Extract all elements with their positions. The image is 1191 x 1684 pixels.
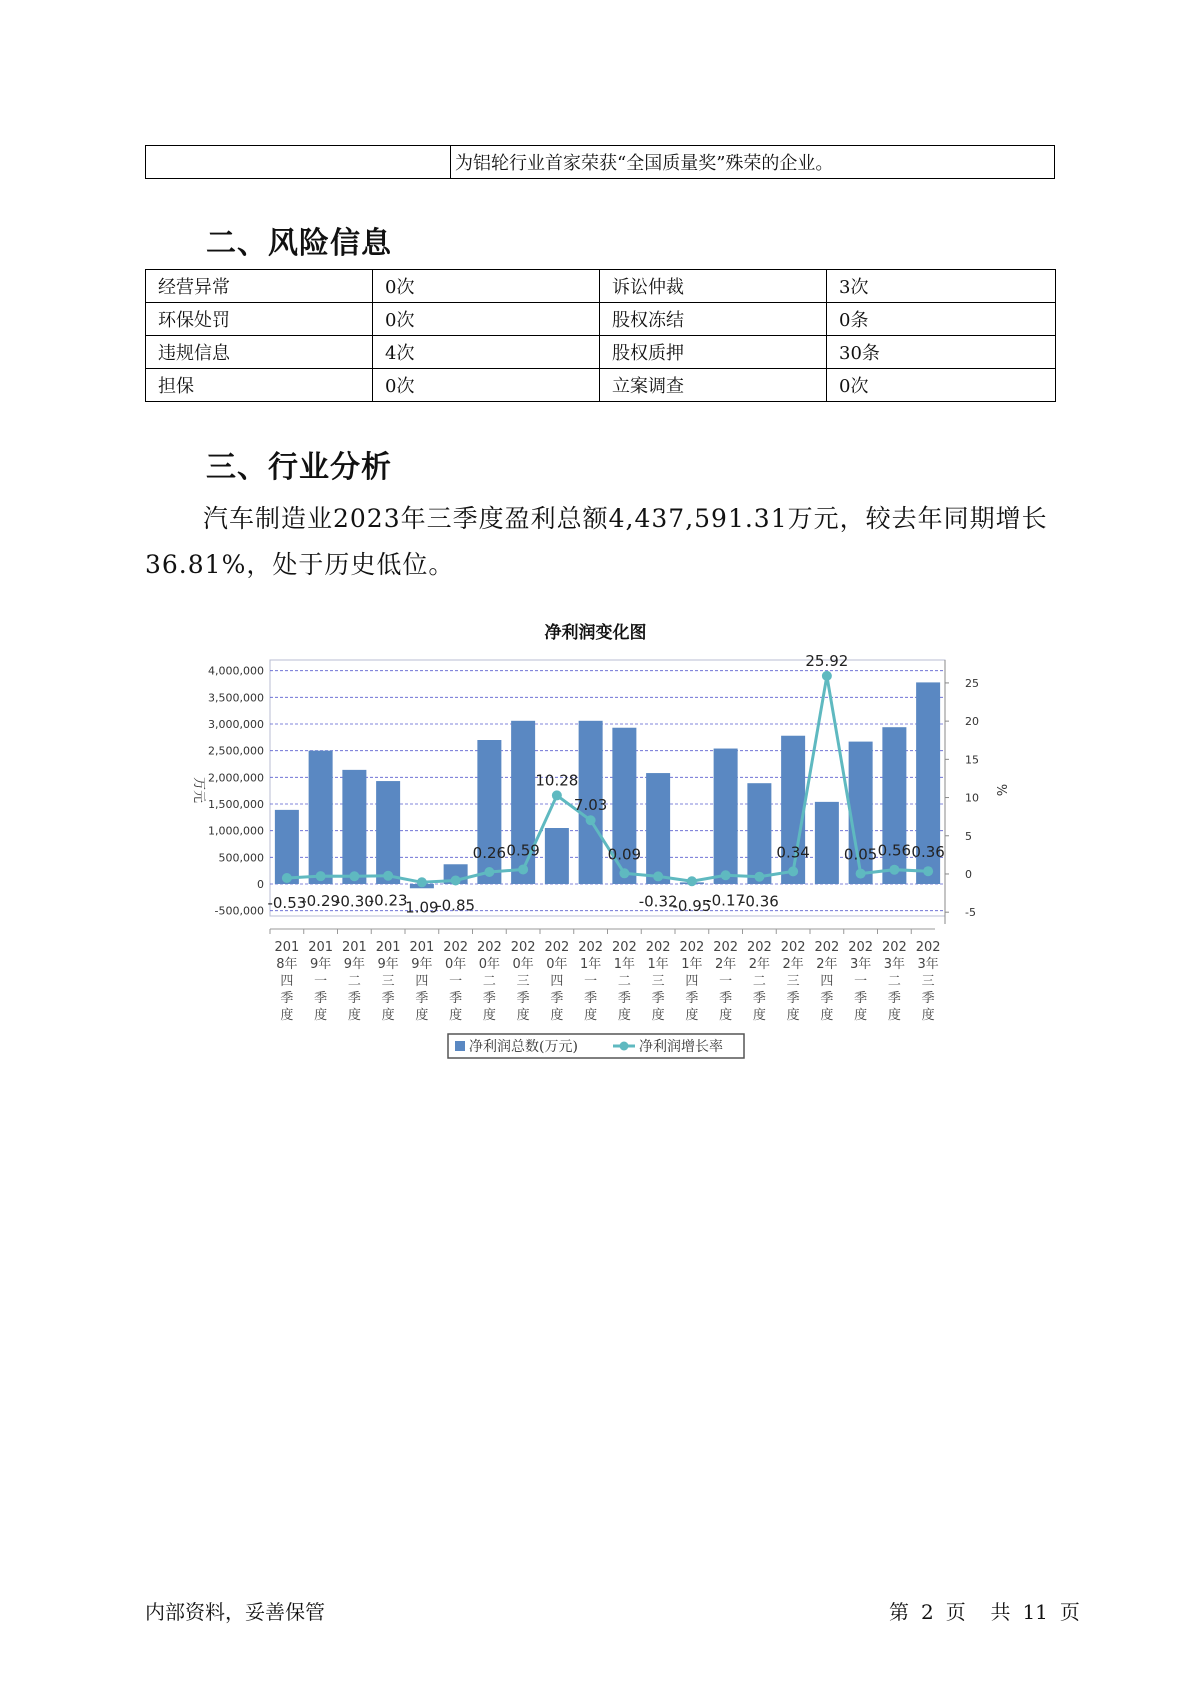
x-tick-label: 9年 [343, 957, 366, 972]
x-tick-label: 四 [820, 974, 834, 989]
growth-rate-point [451, 875, 461, 885]
x-tick-label: 三 [651, 974, 665, 989]
legend-bar-swatch [455, 1041, 465, 1051]
x-tick-label: 202 [611, 940, 637, 955]
growth-rate-point [316, 871, 326, 881]
x-tick-label: 四 [415, 974, 429, 989]
x-tick-label: 季 [550, 991, 564, 1006]
x-tick-label: 度 [584, 1008, 598, 1023]
legend-line-marker [620, 1042, 629, 1051]
growth-rate-point [856, 869, 866, 879]
bar [309, 751, 333, 884]
risk-value: 4次 [373, 336, 600, 369]
x-tick-label: 3年 [917, 957, 939, 972]
growth-rate-label: -0.32 [638, 892, 678, 911]
growth-rate-point [822, 671, 832, 681]
y2-axis-label: % [993, 783, 1008, 797]
bar [511, 721, 535, 884]
x-tick-label: 度 [921, 1008, 935, 1023]
x-tick-label: 202 [578, 940, 604, 955]
x-tick-label: 度 [347, 1008, 361, 1023]
growth-rate-label: 25.92 [805, 651, 849, 670]
y-tick-label: 1,500,000 [208, 798, 264, 811]
x-tick-label: 三 [921, 974, 935, 989]
total-suffix: 页 [1059, 1600, 1080, 1624]
risk-value: 0次 [373, 369, 600, 402]
x-tick-label: 202 [881, 940, 907, 955]
x-tick-label: 202 [679, 940, 705, 955]
y2-tick-label: 5 [965, 829, 972, 843]
x-tick-label: 202 [814, 940, 840, 955]
industry-paragraph: 汽车制造业2023年三季度盈利总额4,437,591.31万元，较去年同期增长36.81%，处于历史低位。 [145, 504, 1048, 579]
x-tick-label: 201 [409, 940, 435, 955]
y2-tick-label: 15 [965, 753, 979, 767]
x-tick-label: 度 [887, 1008, 901, 1023]
y2-tick-label: 20 [965, 715, 979, 729]
x-tick-label: 1年 [681, 957, 703, 972]
x-tick-label: 202 [848, 940, 874, 955]
y-tick-label: 3,500,000 [208, 691, 264, 705]
growth-rate-label: 0.36 [911, 843, 945, 862]
y2-tick-label: 25 [965, 676, 979, 690]
x-tick-label: 二 [752, 974, 766, 989]
growth-rate-label: 10.28 [535, 771, 579, 790]
risk-label: 环保处罚 [146, 303, 373, 336]
x-tick-label: 度 [786, 1008, 800, 1023]
x-tick-label: 季 [482, 991, 496, 1006]
growth-rate-point [721, 870, 731, 880]
x-tick-label: 1年 [647, 957, 669, 972]
y-axis-label: 万元 [191, 776, 206, 804]
growth-rate-label: 0.05 [843, 845, 878, 864]
footer-confidential: 内部资料，妥善保管 [145, 1600, 325, 1624]
x-tick-label: 季 [685, 991, 699, 1006]
table-cell: 为铝轮行业首家荣获“全国质量奖”殊荣的企业。 [451, 146, 1055, 179]
y-tick-label: 2,000,000 [208, 771, 264, 785]
x-tick-label: 202 [915, 940, 941, 955]
x-tick-label: 0年 [512, 957, 534, 972]
growth-rate-point [552, 790, 562, 800]
x-tick-label: 202 [544, 940, 570, 955]
growth-rate-point [518, 864, 528, 874]
x-tick-label: 一 [854, 974, 868, 989]
x-tick-label: 季 [516, 991, 530, 1006]
x-tick-label: 四 [550, 974, 564, 989]
x-tick-label: 度 [752, 1008, 766, 1023]
x-tick-label: 季 [921, 991, 935, 1006]
x-tick-label: 季 [820, 991, 834, 1006]
x-tick-label: 一 [449, 974, 463, 989]
x-tick-label: 季 [449, 991, 463, 1006]
x-tick-label: 二 [617, 974, 631, 989]
growth-rate-point [484, 867, 494, 877]
total-prefix: 共 [990, 1600, 1011, 1624]
growth-rate-point [417, 877, 427, 887]
x-tick-label: 季 [415, 991, 429, 1006]
bar [714, 749, 738, 884]
risk-label: 股权质押 [600, 336, 827, 369]
bar [342, 770, 366, 884]
risk-label: 违规信息 [146, 336, 373, 369]
x-tick-label: 四 [280, 974, 294, 989]
growth-rate-point [889, 865, 899, 875]
x-tick-label: 202 [780, 940, 806, 955]
x-tick-label: 三 [381, 974, 395, 989]
growth-rate-label: 7.03 [573, 796, 608, 815]
risk-value: 0条 [827, 303, 1056, 336]
growth-rate-label: -0.23 [368, 891, 408, 910]
bar [477, 740, 501, 884]
bar [376, 781, 400, 884]
x-tick-label: 度 [854, 1008, 868, 1023]
bar [747, 783, 771, 884]
x-tick-label: 2年 [748, 957, 771, 972]
x-tick-label: 二 [482, 974, 496, 989]
risk-label: 立案调查 [600, 369, 827, 402]
growth-rate-label: -0.53 [267, 894, 307, 913]
x-tick-label: 度 [482, 1008, 496, 1023]
x-tick-label: 202 [476, 940, 502, 955]
x-tick-label: 一 [584, 974, 598, 989]
x-tick-label: 201 [308, 940, 334, 955]
bar [545, 828, 569, 884]
growth-rate-point [349, 871, 359, 881]
growth-rate-label: -0.30 [334, 892, 374, 911]
growth-rate-label: 0.59 [506, 841, 540, 860]
x-tick-label: 季 [719, 991, 733, 1006]
bar [781, 736, 805, 884]
x-tick-label: 度 [381, 1008, 395, 1023]
x-tick-label: 三 [786, 974, 800, 989]
x-tick-label: 季 [887, 991, 901, 1006]
x-tick-label: 度 [314, 1008, 328, 1023]
x-tick-label: 3年 [849, 957, 872, 972]
page-prefix: 第 [889, 1600, 909, 1624]
y-tick-label: 3,000,000 [208, 718, 264, 731]
risk-value: 0次 [373, 303, 600, 336]
risk-label: 股权冻结 [600, 303, 827, 336]
x-tick-label: 2年 [782, 957, 804, 972]
y2-tick-label: 0 [965, 867, 972, 881]
x-tick-label: 季 [617, 991, 631, 1006]
growth-rate-point [383, 871, 393, 881]
x-tick-label: 2年 [714, 957, 737, 972]
risk-label: 经营异常 [146, 270, 373, 303]
bar [275, 810, 299, 884]
x-tick-label: 202 [443, 940, 469, 955]
x-tick-label: 201 [274, 940, 300, 955]
growth-rate-point [619, 868, 629, 878]
bar [815, 802, 839, 884]
x-tick-label: 0年 [546, 957, 568, 972]
growth-rate-label: -0.85 [436, 896, 476, 915]
x-tick-label: 202 [746, 940, 772, 955]
x-tick-label: 1年 [579, 957, 602, 972]
x-tick-label: 0年 [444, 957, 467, 972]
x-tick-label: 季 [786, 991, 800, 1006]
risk-value: 0次 [373, 270, 600, 303]
x-tick-label: 度 [280, 1008, 294, 1023]
x-tick-label: 一 [314, 974, 328, 989]
growth-rate-point [653, 871, 663, 881]
bar [646, 773, 670, 884]
x-tick-label: 二 [347, 974, 361, 989]
y-tick-label: 1,000,000 [208, 824, 264, 838]
x-tick-label: 度 [415, 1008, 429, 1023]
x-tick-label: 201 [375, 940, 401, 955]
x-tick-label: 1年 [613, 957, 636, 972]
y2-tick-label: 10 [965, 791, 979, 805]
growth-rate-point [754, 872, 764, 882]
x-tick-label: 度 [719, 1008, 733, 1023]
x-tick-label: 季 [280, 991, 294, 1006]
y-tick-label: -500,000 [214, 904, 264, 918]
bar [882, 727, 906, 884]
x-tick-label: 季 [651, 991, 665, 1006]
x-tick-label: 季 [854, 991, 868, 1006]
y-tick-label: 4,000,000 [208, 664, 264, 678]
growth-rate-point [586, 815, 596, 825]
x-tick-label: 一 [719, 974, 733, 989]
growth-rate-label: 1.09 [405, 898, 439, 917]
y2-tick-label: -5 [965, 906, 976, 920]
growth-rate-label: 0.26 [472, 843, 507, 862]
y-tick-label: 0 [257, 878, 264, 891]
legend-line-label: 净利润增长率 [639, 1039, 723, 1055]
risk-value: 30条 [827, 336, 1056, 369]
x-tick-label: 0年 [478, 957, 501, 972]
growth-rate-point [687, 876, 697, 886]
x-tick-label: 季 [314, 991, 328, 1006]
x-tick-label: 三 [516, 974, 530, 989]
x-tick-label: 季 [347, 991, 361, 1006]
plot-area [270, 660, 945, 916]
growth-rate-point [282, 873, 292, 883]
x-tick-label: 8年 [276, 957, 298, 972]
x-tick-label: 202 [645, 940, 671, 955]
x-tick-label: 季 [752, 991, 766, 1006]
x-tick-label: 9年 [411, 957, 433, 972]
growth-rate-label: 0.34 [776, 843, 810, 862]
growth-rate-label: 0.56 [877, 841, 912, 860]
x-tick-label: 度 [449, 1008, 463, 1023]
growth-rate-label: 0.09 [607, 845, 642, 864]
growth-rate-label: -0.17 [706, 891, 746, 910]
x-tick-label: 202 [713, 940, 739, 955]
x-tick-label: 度 [651, 1008, 665, 1023]
risk-label: 诉讼仲裁 [600, 270, 827, 303]
section-title-industry: 三、行业分析 [206, 450, 392, 485]
growth-rate-label: -0.29 [301, 892, 341, 911]
risk-label: 担保 [146, 369, 373, 402]
growth-rate-point [923, 866, 933, 876]
x-tick-label: 度 [516, 1008, 530, 1023]
page-num: 2 [921, 1600, 934, 1624]
x-tick-label: 四 [685, 974, 699, 989]
page-suffix: 页 [945, 1600, 966, 1624]
legend-bar-label: 净利润总数(万元) [469, 1039, 578, 1055]
x-tick-label: 度 [617, 1008, 631, 1023]
x-tick-label: 季 [381, 991, 395, 1006]
x-tick-label: 9年 [377, 957, 399, 972]
y-tick-label: 500,000 [218, 851, 264, 865]
risk-value: 0次 [827, 369, 1056, 402]
x-tick-label: 201 [341, 940, 367, 955]
growth-rate-label: -0.36 [739, 892, 779, 911]
chart-title: 净利润变化图 [544, 623, 647, 643]
total-num: 11 [1022, 1600, 1048, 1624]
x-tick-label: 二 [887, 974, 901, 989]
growth-rate-point [788, 866, 798, 876]
x-tick-label: 季 [584, 991, 598, 1006]
x-tick-label: 2年 [816, 957, 838, 972]
x-tick-label: 度 [685, 1008, 699, 1023]
x-tick-label: 202 [510, 940, 536, 955]
risk-value: 3次 [827, 270, 1056, 303]
x-tick-label: 度 [550, 1008, 564, 1023]
footer-page-number [883, 1596, 1086, 1625]
section-title-risk: 二、风险信息 [206, 226, 392, 261]
x-tick-label: 3年 [883, 957, 906, 972]
growth-rate-label: -0.95 [672, 897, 712, 916]
y-tick-label: 2,500,000 [208, 744, 264, 758]
x-tick-label: 度 [820, 1008, 834, 1023]
x-tick-label: 9年 [309, 957, 332, 972]
